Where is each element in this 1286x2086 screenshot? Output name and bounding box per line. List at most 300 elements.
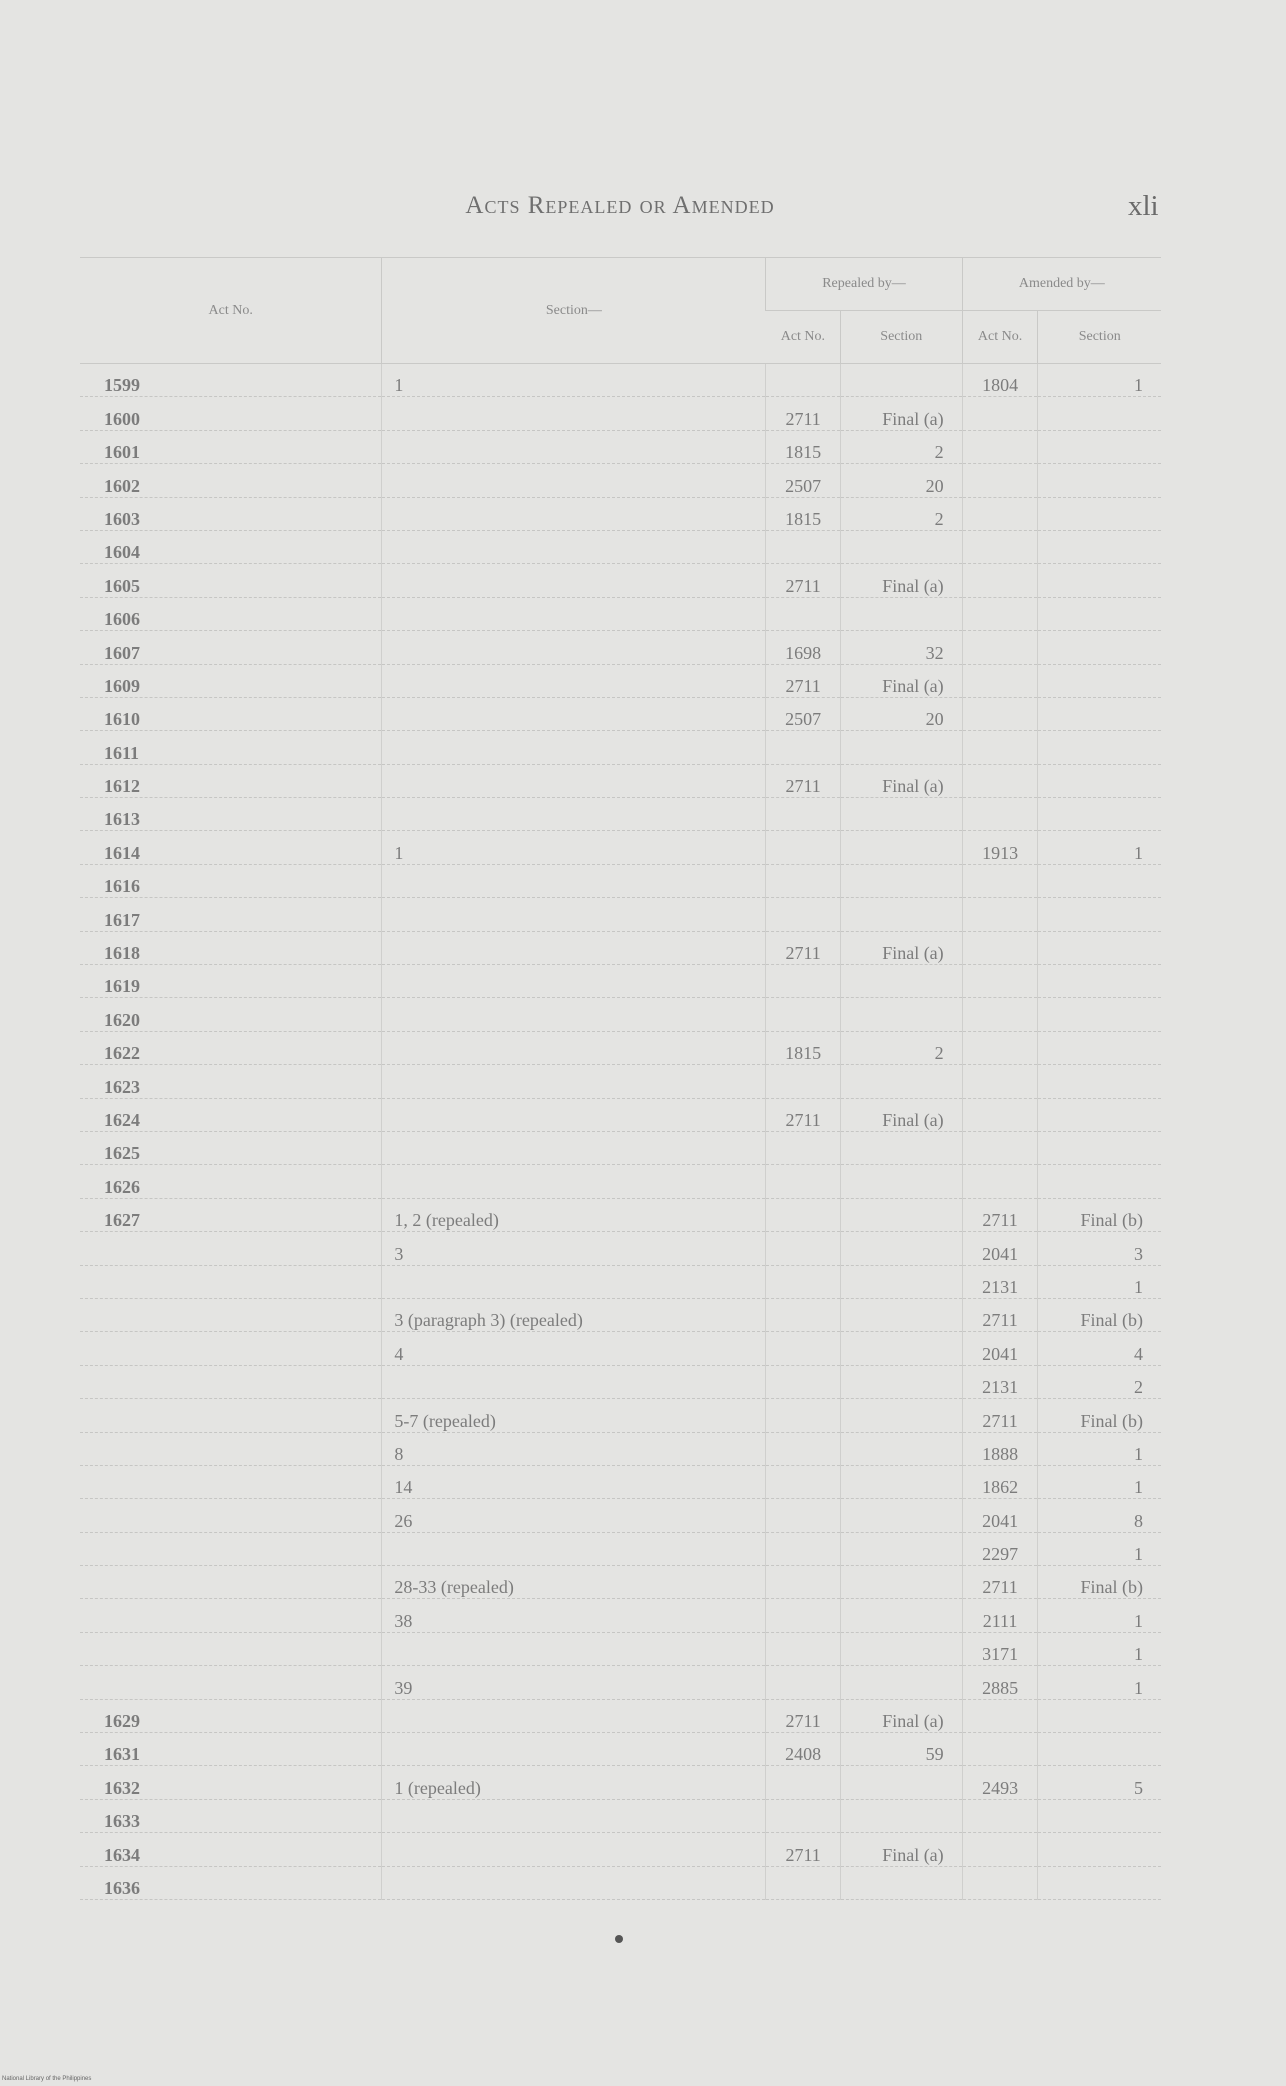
cell-amended-section: 5: [1038, 1766, 1161, 1799]
cell-amended-act-no: [962, 1131, 1038, 1164]
cell-act-no: 1603: [80, 497, 382, 530]
cell-repealed-section: Final (a): [840, 397, 962, 430]
cell-amended-act-no: [962, 697, 1038, 730]
cell-section: 28-33 (repealed): [382, 1566, 766, 1599]
cell-repealed-section: [840, 1566, 962, 1599]
cell-section: [382, 965, 766, 998]
cell-repealed-section: 2: [840, 430, 962, 463]
cell-amended-act-no: 1913: [962, 831, 1038, 864]
cell-act-no: [80, 1465, 382, 1498]
cell-section: 1: [382, 831, 766, 864]
cell-section: [382, 1833, 766, 1866]
cell-amended-section: Final (b): [1038, 1298, 1161, 1331]
cell-section: [382, 1131, 766, 1164]
cell-section: 26: [382, 1499, 766, 1532]
cell-act-no: [80, 1499, 382, 1532]
cell-amended-section: [1038, 1031, 1161, 1064]
table-row: [80, 1399, 1161, 1432]
header-amended-by: Amended by—: [962, 258, 1161, 311]
table-row: [80, 631, 1161, 664]
cell-section: [382, 1098, 766, 1131]
cell-repealed-act-no: [766, 1131, 841, 1164]
cell-act-no: [80, 1232, 382, 1265]
cell-amended-section: [1038, 530, 1161, 563]
cell-section: 4: [382, 1332, 766, 1365]
cell-act-no: 1612: [80, 764, 382, 797]
cell-amended-section: 1: [1038, 1632, 1161, 1665]
table-row: [80, 1632, 1161, 1665]
cell-section: [382, 530, 766, 563]
cell-act-no: 1610: [80, 697, 382, 730]
header-section: Section—: [382, 258, 766, 364]
cell-section: [382, 697, 766, 730]
table-row: [80, 998, 1161, 1031]
cell-section: [382, 464, 766, 497]
cell-repealed-act-no: [766, 1399, 841, 1432]
cell-repealed-section: [840, 1265, 962, 1298]
cell-section: [382, 1733, 766, 1766]
cell-act-no: 1636: [80, 1866, 382, 1899]
cell-repealed-act-no: [766, 1799, 841, 1832]
table-row: [80, 497, 1161, 530]
cell-repealed-section: [840, 1365, 962, 1398]
cell-repealed-section: [840, 965, 962, 998]
cell-amended-act-no: [962, 464, 1038, 497]
cell-section: [382, 764, 766, 797]
cell-amended-act-no: [962, 1733, 1038, 1766]
cell-repealed-section: Final (a): [840, 764, 962, 797]
cell-amended-act-no: 2131: [962, 1265, 1038, 1298]
cell-act-no: 1599: [80, 364, 382, 397]
cell-amended-section: 4: [1038, 1332, 1161, 1365]
table-row: [80, 1232, 1161, 1265]
cell-section: [382, 1866, 766, 1899]
cell-amended-section: Final (b): [1038, 1566, 1161, 1599]
cell-repealed-act-no: 1815: [766, 1031, 841, 1064]
header-repealed-by: Repealed by—: [766, 258, 962, 311]
cell-amended-section: [1038, 764, 1161, 797]
cell-amended-section: [1038, 397, 1161, 430]
cell-repealed-act-no: 2711: [766, 1699, 841, 1732]
cell-repealed-section: Final (a): [840, 1699, 962, 1732]
cell-amended-act-no: [962, 1098, 1038, 1131]
cell-act-no: 1606: [80, 597, 382, 630]
cell-amended-act-no: [962, 998, 1038, 1031]
table-row: [80, 731, 1161, 764]
cell-amended-section: [1038, 864, 1161, 897]
table-row: [80, 1065, 1161, 1098]
table-row: [80, 1599, 1161, 1632]
cell-repealed-act-no: [766, 1232, 841, 1265]
page-title: Acts Repealed or Amended: [465, 192, 775, 219]
cell-act-no: 1631: [80, 1733, 382, 1766]
cell-section: [382, 1165, 766, 1198]
cell-repealed-section: [840, 1499, 962, 1532]
cell-repealed-act-no: [766, 1666, 841, 1699]
cell-repealed-section: [840, 1232, 962, 1265]
cell-act-no: [80, 1632, 382, 1665]
cell-repealed-section: [840, 1131, 962, 1164]
cell-section: [382, 597, 766, 630]
cell-act-no: [80, 1666, 382, 1699]
cell-amended-section: Final (b): [1038, 1198, 1161, 1231]
header-act-no: Act No.: [80, 258, 382, 364]
cell-amended-section: [1038, 1699, 1161, 1732]
cell-repealed-act-no: [766, 998, 841, 1031]
table-row: [80, 597, 1161, 630]
cell-repealed-act-no: [766, 530, 841, 563]
cell-amended-act-no: 2041: [962, 1232, 1038, 1265]
cell-repealed-section: [840, 1065, 962, 1098]
cell-repealed-section: Final (a): [840, 1833, 962, 1866]
cell-amended-section: [1038, 664, 1161, 697]
cell-amended-act-no: 1888: [962, 1432, 1038, 1465]
cell-amended-act-no: [962, 864, 1038, 897]
cell-amended-act-no: 2711: [962, 1298, 1038, 1331]
cell-repealed-act-no: [766, 1566, 841, 1599]
table-row: [80, 864, 1161, 897]
cell-repealed-section: Final (a): [840, 1098, 962, 1131]
cell-section: [382, 1365, 766, 1398]
cell-amended-section: 1: [1038, 1599, 1161, 1632]
cell-act-no: 1609: [80, 664, 382, 697]
table-row: [80, 965, 1161, 998]
cell-amended-section: [1038, 597, 1161, 630]
cell-amended-act-no: [962, 1833, 1038, 1866]
cell-amended-act-no: [962, 798, 1038, 831]
cell-repealed-act-no: [766, 1766, 841, 1799]
cell-amended-act-no: [962, 731, 1038, 764]
cell-act-no: [80, 1432, 382, 1465]
cell-section: [382, 631, 766, 664]
cell-repealed-act-no: [766, 864, 841, 897]
cell-act-no: 1618: [80, 931, 382, 964]
table-row: [80, 831, 1161, 864]
cell-repealed-section: 32: [840, 631, 962, 664]
table-row: [80, 898, 1161, 931]
cell-act-no: 1614: [80, 831, 382, 864]
cell-section: [382, 998, 766, 1031]
cell-amended-section: [1038, 497, 1161, 530]
cell-repealed-section: [840, 1165, 962, 1198]
page-mark: [615, 1935, 623, 1943]
cell-act-no: [80, 1566, 382, 1599]
cell-act-no: 1622: [80, 1031, 382, 1064]
cell-act-no: 1607: [80, 631, 382, 664]
table-row: [80, 1432, 1161, 1465]
cell-repealed-section: [840, 798, 962, 831]
cell-section: 1 (repealed): [382, 1766, 766, 1799]
table-row: [80, 1833, 1161, 1866]
cell-amended-act-no: 2711: [962, 1198, 1038, 1231]
table-row: [80, 1198, 1161, 1231]
cell-amended-section: [1038, 1866, 1161, 1899]
table-row: [80, 1733, 1161, 1766]
cell-act-no: 1623: [80, 1065, 382, 1098]
cell-repealed-section: [840, 1766, 962, 1799]
cell-act-no: [80, 1365, 382, 1398]
cell-section: [382, 397, 766, 430]
cell-amended-act-no: [962, 1799, 1038, 1832]
cell-amended-section: [1038, 965, 1161, 998]
cell-act-no: [80, 1599, 382, 1632]
cell-repealed-section: [840, 731, 962, 764]
cell-repealed-act-no: 1815: [766, 430, 841, 463]
cell-amended-section: [1038, 1165, 1161, 1198]
cell-repealed-act-no: 2408: [766, 1733, 841, 1766]
cell-repealed-section: [840, 1866, 962, 1899]
cell-amended-act-no: [962, 1866, 1038, 1899]
cell-amended-act-no: 2041: [962, 1499, 1038, 1532]
cell-act-no: 1627: [80, 1198, 382, 1231]
cell-repealed-act-no: [766, 1198, 841, 1231]
cell-section: [382, 1265, 766, 1298]
table-row: [80, 764, 1161, 797]
cell-amended-act-no: 2131: [962, 1365, 1038, 1398]
cell-act-no: [80, 1399, 382, 1432]
cell-act-no: 1604: [80, 530, 382, 563]
cell-repealed-section: [840, 1632, 962, 1665]
cell-amended-section: [1038, 564, 1161, 597]
table-row: [80, 1465, 1161, 1498]
table-row: [80, 1098, 1161, 1131]
cell-amended-section: [1038, 631, 1161, 664]
cell-section: 1, 2 (repealed): [382, 1198, 766, 1231]
cell-repealed-section: [840, 364, 962, 397]
cell-repealed-section: Final (a): [840, 564, 962, 597]
table-row: [80, 1799, 1161, 1832]
cell-repealed-act-no: 2711: [766, 1833, 841, 1866]
cell-repealed-act-no: [766, 1065, 841, 1098]
cell-act-no: 1605: [80, 564, 382, 597]
cell-amended-act-no: 1804: [962, 364, 1038, 397]
cell-amended-section: 8: [1038, 1499, 1161, 1532]
cell-amended-section: Final (b): [1038, 1399, 1161, 1432]
cell-amended-section: 1: [1038, 1432, 1161, 1465]
cell-section: [382, 1532, 766, 1565]
cell-amended-act-no: [962, 631, 1038, 664]
cell-repealed-section: [840, 831, 962, 864]
cell-section: [382, 798, 766, 831]
cell-repealed-act-no: 2711: [766, 564, 841, 597]
cell-repealed-act-no: [766, 1632, 841, 1665]
table-row: [80, 564, 1161, 597]
cell-repealed-act-no: [766, 1599, 841, 1632]
cell-amended-act-no: [962, 931, 1038, 964]
cell-act-no: 1617: [80, 898, 382, 931]
cell-amended-section: [1038, 1131, 1161, 1164]
cell-amended-act-no: [962, 1031, 1038, 1064]
table-row: [80, 1699, 1161, 1732]
cell-repealed-section: 2: [840, 1031, 962, 1064]
cell-repealed-section: 20: [840, 697, 962, 730]
cell-repealed-act-no: 2711: [766, 664, 841, 697]
cell-repealed-section: Final (a): [840, 664, 962, 697]
cell-amended-section: 1: [1038, 1265, 1161, 1298]
cell-repealed-section: 20: [840, 464, 962, 497]
cell-act-no: [80, 1332, 382, 1365]
cell-amended-section: [1038, 697, 1161, 730]
cell-act-no: 1632: [80, 1766, 382, 1799]
table-row: [80, 798, 1161, 831]
cell-repealed-act-no: [766, 597, 841, 630]
cell-amended-act-no: 2885: [962, 1666, 1038, 1699]
cell-repealed-act-no: 2711: [766, 397, 841, 430]
acts-table-body: [80, 364, 1161, 1900]
cell-amended-act-no: 2493: [962, 1766, 1038, 1799]
cell-amended-act-no: 2711: [962, 1399, 1038, 1432]
cell-repealed-act-no: 1698: [766, 631, 841, 664]
cell-section: [382, 731, 766, 764]
cell-act-no: [80, 1532, 382, 1565]
header-repealed-section: Section: [840, 311, 962, 364]
footer-note: National Library of the Philippines: [2, 2076, 92, 2082]
cell-amended-section: 1: [1038, 1465, 1161, 1498]
cell-section: [382, 864, 766, 897]
page-number: xli: [1128, 190, 1159, 222]
table-row: [80, 1566, 1161, 1599]
table-row: [80, 1666, 1161, 1699]
cell-amended-act-no: [962, 1165, 1038, 1198]
cell-amended-section: [1038, 1098, 1161, 1131]
cell-amended-act-no: [962, 965, 1038, 998]
cell-amended-section: [1038, 998, 1161, 1031]
table-row: [80, 1131, 1161, 1164]
cell-amended-section: 1: [1038, 364, 1161, 397]
cell-repealed-section: [840, 1399, 962, 1432]
cell-amended-section: [1038, 1733, 1161, 1766]
header-amended-act-no: Act No.: [962, 311, 1038, 364]
cell-repealed-act-no: [766, 1465, 841, 1498]
cell-repealed-act-no: [766, 1165, 841, 1198]
table-row: [80, 364, 1161, 397]
cell-amended-act-no: 2297: [962, 1532, 1038, 1565]
cell-repealed-section: [840, 1666, 962, 1699]
cell-repealed-act-no: [766, 1365, 841, 1398]
cell-act-no: 1616: [80, 864, 382, 897]
cell-repealed-act-no: 2507: [766, 464, 841, 497]
cell-section: [382, 1031, 766, 1064]
cell-section: 14: [382, 1465, 766, 1498]
table-row: [80, 530, 1161, 563]
table-row: [80, 664, 1161, 697]
cell-section: 1: [382, 364, 766, 397]
acts-table: [80, 257, 1161, 1900]
cell-repealed-section: [840, 597, 962, 630]
cell-repealed-section: 2: [840, 497, 962, 530]
cell-act-no: 1613: [80, 798, 382, 831]
cell-repealed-section: [840, 1198, 962, 1231]
cell-amended-section: 1: [1038, 1532, 1161, 1565]
cell-repealed-act-no: 2711: [766, 931, 841, 964]
cell-section: 3: [382, 1232, 766, 1265]
cell-repealed-section: [840, 1298, 962, 1331]
cell-amended-act-no: 2711: [962, 1566, 1038, 1599]
cell-amended-section: 1: [1038, 831, 1161, 864]
cell-amended-act-no: [962, 764, 1038, 797]
table-row: [80, 1298, 1161, 1331]
cell-repealed-act-no: 1815: [766, 497, 841, 530]
cell-amended-act-no: 2041: [962, 1332, 1038, 1365]
cell-amended-section: [1038, 731, 1161, 764]
cell-repealed-act-no: [766, 1532, 841, 1565]
header-amended-section: Section: [1038, 311, 1161, 364]
cell-section: 5-7 (repealed): [382, 1399, 766, 1432]
table-row: [80, 1766, 1161, 1799]
cell-section: [382, 1632, 766, 1665]
cell-act-no: 1619: [80, 965, 382, 998]
cell-act-no: 1611: [80, 731, 382, 764]
cell-amended-act-no: [962, 1699, 1038, 1732]
cell-repealed-act-no: [766, 1332, 841, 1365]
table-row: [80, 464, 1161, 497]
cell-amended-section: [1038, 1065, 1161, 1098]
cell-repealed-section: 59: [840, 1733, 962, 1766]
cell-amended-act-no: [962, 397, 1038, 430]
cell-amended-act-no: [962, 497, 1038, 530]
cell-repealed-act-no: [766, 1432, 841, 1465]
cell-act-no: 1620: [80, 998, 382, 1031]
cell-amended-act-no: 1862: [962, 1465, 1038, 1498]
cell-section: [382, 1699, 766, 1732]
cell-amended-section: [1038, 1833, 1161, 1866]
cell-section: [382, 430, 766, 463]
cell-repealed-act-no: [766, 1265, 841, 1298]
cell-amended-act-no: [962, 597, 1038, 630]
cell-act-no: 1634: [80, 1833, 382, 1866]
cell-repealed-section: [840, 898, 962, 931]
cell-repealed-act-no: [766, 1499, 841, 1532]
cell-act-no: 1633: [80, 1799, 382, 1832]
cell-repealed-act-no: 2507: [766, 697, 841, 730]
cell-repealed-act-no: [766, 1866, 841, 1899]
cell-repealed-section: [840, 1599, 962, 1632]
cell-section: [382, 898, 766, 931]
cell-section: 39: [382, 1666, 766, 1699]
cell-amended-section: [1038, 1799, 1161, 1832]
cell-act-no: [80, 1298, 382, 1331]
cell-amended-act-no: 3171: [962, 1632, 1038, 1665]
cell-section: 3 (paragraph 3) (repealed): [382, 1298, 766, 1331]
cell-amended-act-no: [962, 898, 1038, 931]
cell-act-no: 1625: [80, 1131, 382, 1164]
cell-repealed-act-no: 2711: [766, 1098, 841, 1131]
cell-amended-act-no: [962, 430, 1038, 463]
table-row: [80, 931, 1161, 964]
cell-amended-section: [1038, 798, 1161, 831]
cell-repealed-section: [840, 1532, 962, 1565]
cell-act-no: [80, 1265, 382, 1298]
table-row: [80, 1165, 1161, 1198]
cell-act-no: 1624: [80, 1098, 382, 1131]
table-row: [80, 1031, 1161, 1064]
cell-repealed-act-no: [766, 798, 841, 831]
cell-section: [382, 931, 766, 964]
table-row: [80, 1265, 1161, 1298]
cell-repealed-act-no: [766, 898, 841, 931]
cell-repealed-section: [840, 1432, 962, 1465]
cell-amended-act-no: 2111: [962, 1599, 1038, 1632]
cell-section: [382, 664, 766, 697]
cell-amended-section: [1038, 931, 1161, 964]
cell-repealed-section: Final (a): [840, 931, 962, 964]
cell-repealed-act-no: 2711: [766, 764, 841, 797]
cell-section: [382, 497, 766, 530]
cell-amended-act-no: [962, 1065, 1038, 1098]
header-repealed-act-no: Act No.: [766, 311, 841, 364]
cell-repealed-section: [840, 998, 962, 1031]
cell-amended-act-no: [962, 664, 1038, 697]
